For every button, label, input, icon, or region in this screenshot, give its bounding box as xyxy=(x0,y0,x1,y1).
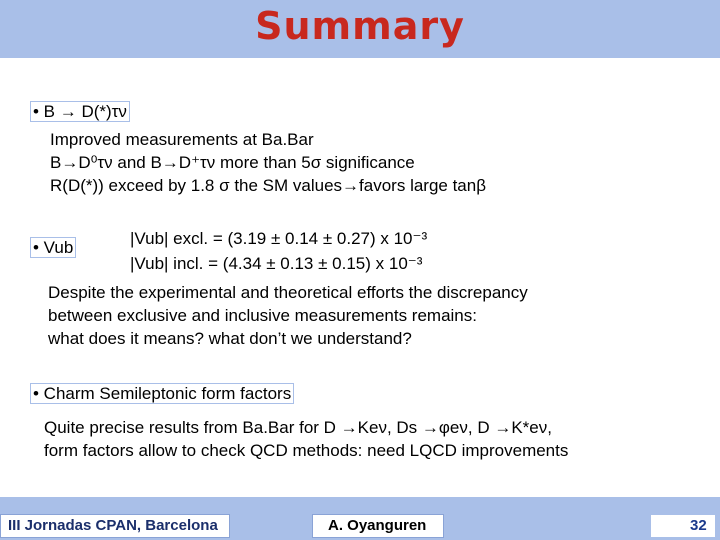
footer-author: A. Oyanguren xyxy=(328,517,427,534)
section2-line-3: what does it means? what don’t we understand? xyxy=(48,329,412,348)
section1-line-1: Improved measurements at Ba.Bar xyxy=(50,130,314,149)
section1-line-3: R(D(*)) exceed by 1.8 σ the SM values→favors large tanβ xyxy=(50,176,486,195)
section3-header xyxy=(30,384,294,404)
section2-line-2: between exclusive and inclusive measurements remains: xyxy=(48,306,477,325)
section2-header xyxy=(30,238,76,258)
vub-incl-formula: |Vub| incl. = (4.34 ± 0.13 ± 0.15) x 10⁻³ xyxy=(130,254,423,273)
section1-header-text: • B → D(*)τν xyxy=(30,101,130,122)
vub-excl-formula: |Vub| excl. = (3.19 ± 0.14 ± 0.27) x 10⁻³ xyxy=(130,229,428,248)
section3-line-2: form factors allow to check QCD methods: need LQCD improvements xyxy=(44,441,569,460)
section3-header-text: • Charm Semileptonic form factors xyxy=(30,383,294,404)
section3-line-1: Quite precise results from Ba.Bar for D →Keν, Ds →φeν, D →K*eν, xyxy=(44,418,552,437)
slide-title: Summary xyxy=(255,4,465,48)
section2-header-text: • Vub xyxy=(30,237,76,258)
section2-line-1: Despite the experimental and theoretical efforts the discrepancy xyxy=(48,283,528,302)
section1-header xyxy=(30,102,130,122)
section1-line-2: B→D⁰τν and B→D⁺τν more than 5σ significance xyxy=(50,153,415,172)
page-number: 32 xyxy=(690,517,707,534)
footer-event: III Jornadas CPAN, Barcelona xyxy=(8,517,218,534)
